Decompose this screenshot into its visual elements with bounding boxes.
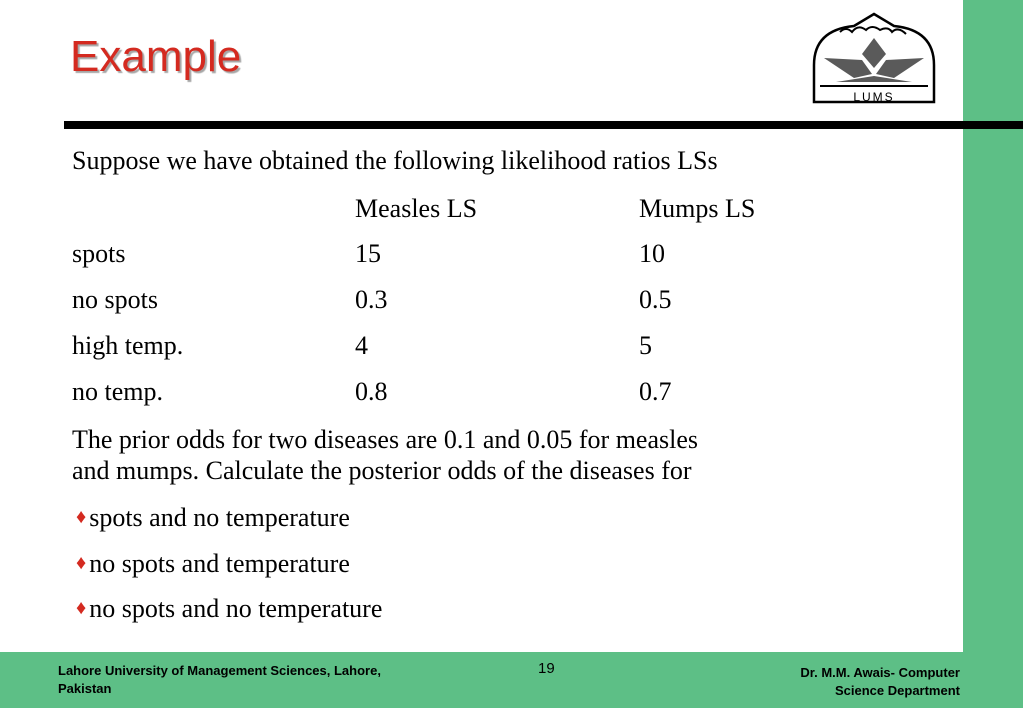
footer-institution (58, 662, 478, 698)
bullet-item (76, 502, 350, 536)
measles-value: 0.8 (355, 377, 388, 406)
mumps-value: 0.7 (639, 377, 672, 406)
measles-value: 15 (355, 239, 381, 268)
footer-institution-line: Pakistan (58, 681, 112, 696)
right-accent-bar (963, 0, 1023, 708)
measles-value: 0.3 (355, 285, 388, 314)
slide-title: Example (70, 32, 242, 81)
lums-logo-icon (806, 10, 942, 108)
footer-author-line: Dr. M.M. Awais- Computer (800, 665, 960, 680)
footer-institution-line: Lahore University of Management Sciences, Lahore, (58, 663, 381, 678)
table-row (72, 330, 892, 361)
bullet-text: no spots and temperature (89, 549, 350, 578)
page-number: 19 (538, 660, 555, 677)
bullet-item (76, 548, 350, 582)
table-row (72, 238, 892, 269)
row-label: high temp. (72, 331, 184, 360)
title-divider (64, 121, 1023, 129)
table-row (72, 284, 892, 315)
mumps-value: 0.5 (639, 285, 672, 314)
diamond-bullet-icon: ♦ (76, 506, 87, 528)
column-header-measles: Measles LS (355, 194, 478, 223)
diamond-bullet-icon: ♦ (76, 597, 87, 619)
diamond-bullet-icon: ♦ (76, 552, 87, 574)
column-header-mumps: Mumps LS (639, 194, 756, 223)
bullet-item (76, 593, 382, 627)
row-label: no spots (72, 285, 158, 314)
mumps-value: 10 (639, 239, 665, 268)
bullet-text: spots and no temperature (89, 503, 350, 532)
measles-value: 4 (355, 331, 368, 360)
bullet-text: no spots and no temperature (89, 594, 383, 623)
mumps-value: 5 (639, 331, 652, 360)
table-header-row (72, 193, 892, 224)
footer-author (700, 664, 960, 700)
paragraph-line: and mumps. Calculate the posterior odds of the diseases for (72, 456, 692, 485)
table-row (72, 376, 892, 407)
row-label: no temp. (72, 377, 163, 406)
paragraph-line: The prior odds for two diseases are 0.1 and 0.05 for measles (72, 425, 698, 454)
row-label: spots (72, 239, 126, 268)
question-paragraph (72, 424, 872, 486)
logo-text: LUMS (853, 90, 895, 104)
footer-author-line: Science Department (835, 683, 960, 698)
intro-text: Suppose we have obtained the following likelihood ratios LSs (72, 146, 718, 175)
